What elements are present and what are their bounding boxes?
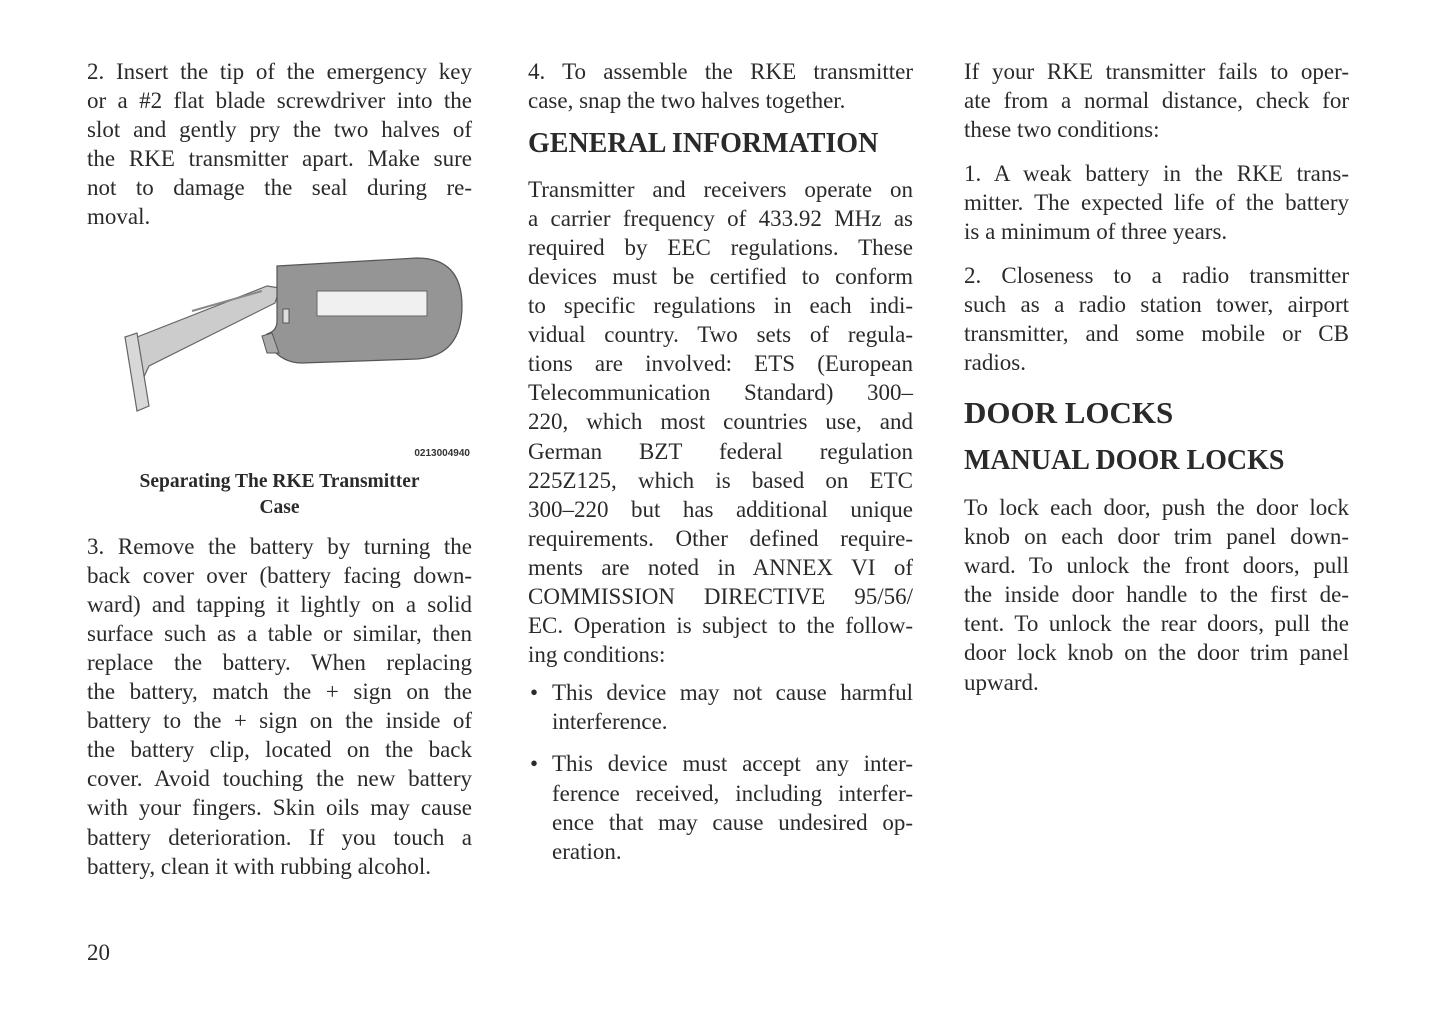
text-line: 2. Insert the tip of the emergency key: [87, 58, 472, 84]
text-line: cover. Avoid touching the new battery: [87, 766, 472, 792]
text-line: a carrier frequency of 433.92 MHz as: [528, 205, 913, 231]
text-line: slot and gently pry the two halves of: [87, 116, 472, 142]
text-line: or a #2 flat blade screwdriver into the: [87, 87, 472, 113]
text-line: ments are noted in ANNEX VI of: [528, 554, 913, 580]
text-line: COMMISSION DIRECTIVE 95/56/: [528, 584, 913, 609]
text-line: This device must accept any inter-: [552, 751, 913, 777]
text-line: knob on each door trim panel down-: [964, 524, 1349, 550]
text-line: Telecommunication Standard) 300–: [528, 380, 913, 406]
text-line: 4. To assemble the RKE transmitter: [528, 58, 913, 84]
text-line: battery deterioration. If you touch a: [87, 824, 472, 850]
paragraph: [528, 57, 913, 115]
text-line: the RKE transmitter apart. Make sure: [87, 145, 472, 171]
text-line: This device may not cause harmful: [552, 680, 913, 706]
text-line: case, snap the two halves together.: [528, 87, 846, 113]
text-line: ward. To unlock the front doors, pull: [964, 553, 1349, 579]
text-line: the battery, match the + sign on the: [87, 679, 472, 705]
text-line: transmitter, and some mobile or CB: [964, 321, 1349, 347]
text-line: To lock each door, push the door lock: [964, 494, 1349, 520]
text-line: 3. Remove the battery by turning the: [87, 533, 472, 559]
text-line: these two conditions:: [964, 116, 1160, 142]
text-line: the inside door handle to the first de-: [964, 582, 1349, 608]
caption-line: Separating The RKE Transmitter: [139, 471, 420, 493]
text-line: tions are involved: ETS (European: [528, 351, 913, 377]
text-line: 2. Closeness to a radio transmitter: [964, 263, 1349, 289]
text-line: battery to the + sign on the inside of: [87, 708, 472, 734]
text-line: tent. To unlock the rear doors, pull the: [964, 611, 1349, 637]
bullet-item: [528, 678, 913, 736]
text-line: door lock knob on the door trim panel: [964, 640, 1349, 666]
text-line: the battery clip, located on the back: [87, 737, 472, 763]
bullet-icon: •: [530, 751, 539, 777]
text-line: 300–220 but has additional unique: [528, 496, 913, 522]
figure: [87, 241, 472, 463]
text-line: battery, clean it with rubbing alcohol.: [87, 853, 432, 879]
caption-line: Case: [259, 497, 300, 519]
figure-code: 0213004940: [414, 448, 470, 460]
column-3: [964, 57, 1349, 697]
figure-caption: [87, 469, 472, 521]
paragraph: [964, 261, 1349, 377]
paragraph: [528, 175, 913, 670]
text-line: ference received, including interfer-: [552, 780, 913, 806]
paragraph: [87, 532, 472, 881]
text-line: upward.: [964, 669, 1039, 695]
bullet-item: [528, 749, 913, 865]
paragraph: [87, 57, 472, 232]
text-line: ward) and tapping it lightly on a solid: [87, 591, 472, 617]
text-line: ate from a normal distance, check for: [964, 87, 1349, 113]
page-number: 20: [87, 940, 110, 965]
text-line: vidual country. Two sets of regula-: [528, 322, 913, 348]
bullet-icon: •: [530, 680, 539, 706]
text-line: such as a radio station tower, airport: [964, 292, 1349, 318]
text-line: to specific regulations in each indi-: [528, 293, 913, 319]
subsection-heading: GENERAL INFORMATION: [528, 128, 879, 160]
text-line: German BZT federal regulation: [528, 438, 913, 464]
paragraph: [964, 57, 1349, 144]
text-line: 1. A weak battery in the RKE trans-: [964, 160, 1349, 186]
rke-transmitter-illustration: [87, 241, 472, 463]
text-line: back cover over (battery facing down-: [87, 562, 472, 588]
section-heading: DOOR LOCKS: [964, 395, 1174, 431]
text-line: EC. Operation is subject to the follow-: [528, 613, 913, 639]
text-line: moval.: [87, 203, 151, 229]
text-line: surface such as a table or similar, then: [87, 620, 472, 646]
text-line: is a minimum of three years.: [964, 218, 1228, 244]
paragraph: [964, 493, 1349, 697]
column-2: [528, 57, 913, 866]
text-line: ing conditions:: [528, 642, 666, 668]
text-line: ence that may cause undesired op-: [552, 809, 913, 835]
text-line: not to damage the seal during re-: [87, 174, 472, 200]
text-line: replace the battery. When replacing: [87, 649, 472, 675]
text-line: 220, which most countries use, and: [528, 409, 913, 435]
subsection-heading: MANUAL DOOR LOCKS: [964, 445, 1285, 477]
text-line: If your RKE transmitter fails to oper-: [964, 58, 1349, 84]
text-line: radios.: [964, 350, 1026, 376]
text-line: mitter. The expected life of the battery: [964, 189, 1349, 215]
text-line: requirements. Other defined require-: [528, 525, 913, 551]
column-1: [87, 57, 472, 881]
paragraph: [964, 159, 1349, 246]
text-line: interference.: [552, 709, 668, 735]
text-line: with your fingers. Skin oils may cause: [87, 795, 472, 821]
text-line: Transmitter and receivers operate on: [528, 176, 913, 202]
text-line: eration.: [552, 838, 622, 864]
text-line: devices must be certified to conform: [528, 263, 913, 289]
text-line: 225Z125, which is based on ETC: [528, 467, 913, 493]
text-line: required by EEC regulations. These: [528, 234, 913, 260]
